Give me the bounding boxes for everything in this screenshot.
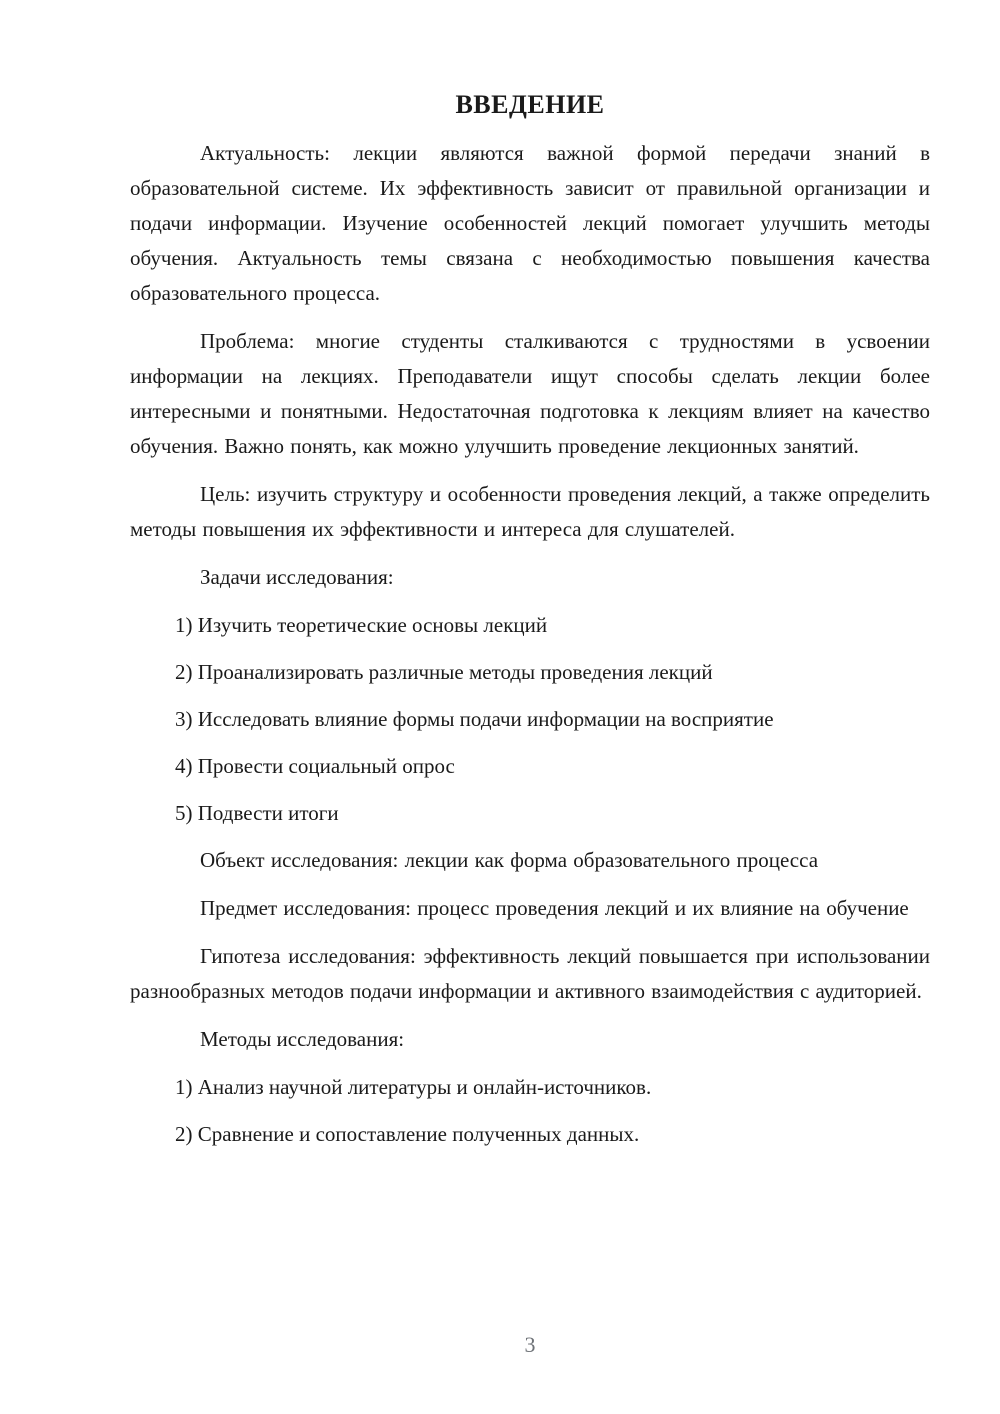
paragraph-hypothesis: Гипотеза исследования: эффективность лекций повышается при использовании разнообразных методов подачи информации и активного взаимодействия с аудиторией. xyxy=(130,944,930,1003)
paragraph-relevance: Актуальность: лекции являются важной формой передачи знаний в образовательной системе. Их эффективность зависит от правильной организации и подачи информации. Изучение особенностей лекций помогает улучшить методы обучения. Актуальность темы связана с необходимостью повышения качества образовательного процесса. xyxy=(130,141,930,305)
task-item: 3) Исследовать влияние формы подачи информации на восприятие xyxy=(175,707,774,731)
task-item: 5) Подвести итоги xyxy=(175,801,339,825)
paragraph-problem: Проблема: многие студенты сталкиваются с трудностями в усвоении информации на лекциях. Преподаватели ищут способы сделать лекции более интересными и понятными. Недостаточная подготовка к лекциям влияет на качество обучения. Важно понять, как можно улучшить проведение лекционных занятий. xyxy=(130,329,930,458)
task-item: 1) Изучить теоретические основы лекций xyxy=(175,613,548,637)
page-title: ВВЕДЕНИЕ xyxy=(455,90,605,119)
task-item: 4) Провести социальный опрос xyxy=(175,754,455,778)
paragraph-goal: Цель: изучить структуру и особенности проведения лекций, а также определить методы повышения их эффективности и интереса для слушателей. xyxy=(130,482,930,541)
paragraph-object: Объект исследования: лекции как форма образовательного процесса xyxy=(200,848,819,872)
tasks-list xyxy=(130,608,930,831)
methods-list xyxy=(130,1070,930,1152)
tasks-heading: Задачи исследования: xyxy=(200,565,394,589)
method-item: 2) Сравнение и сопоставление полученных данных. xyxy=(175,1122,640,1146)
page-number: 3 xyxy=(524,1332,536,1357)
page-content xyxy=(130,90,930,1164)
task-item: 2) Проанализировать различные методы проведения лекций xyxy=(175,660,713,684)
methods-heading: Методы исследования: xyxy=(200,1027,405,1051)
paragraph-subject: Предмет исследования: процесс проведения лекций и их влияние на обучение xyxy=(200,896,909,920)
method-item: 1) Анализ научной литературы и онлайн-источников. xyxy=(175,1075,652,1099)
